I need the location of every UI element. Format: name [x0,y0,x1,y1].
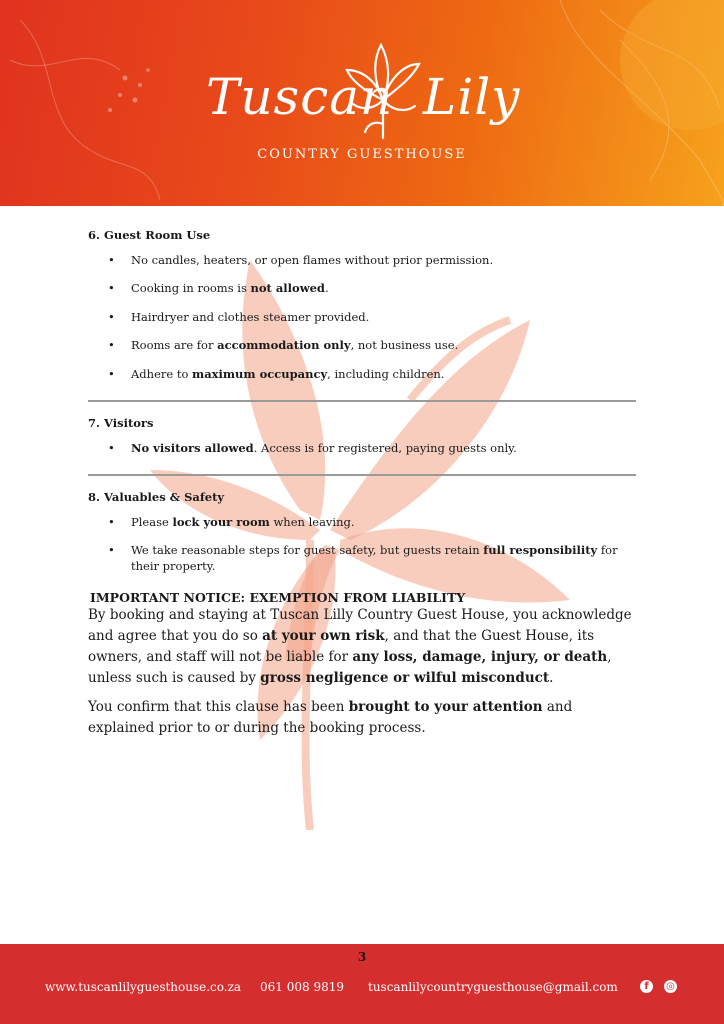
footer-bar [0,944,724,1024]
header-banner [0,0,724,206]
list-item: • Adhere to maximum occupancy, including children. [108,366,445,381]
visitors-list [88,440,636,456]
brand-name-lily: Lily [423,68,521,126]
valuables-list [88,514,636,574]
brand-tagline: COUNTRY GUESTHOUSE [257,147,467,162]
guest-room-list [88,252,636,382]
section-title-visitors: 7. Visitors [88,415,154,430]
list-item: • No candles, heaters, or open flames without prior permission. [108,253,494,267]
list-item: • No visitors allowed. Access is for registered, paying guests only. [108,440,517,455]
facebook-icon[interactable]: f [640,980,653,993]
section-title-valuables: 8. Valuables & Safety [88,489,225,504]
page-number: 3 [357,950,367,964]
list-item: • We take reasonable steps for guest safety, but guests retain full responsibility for their property. [108,542,618,573]
email-link[interactable]: tuscanlilycountryguesthouse@gmail.com [368,980,618,994]
confirmation-paragraph: You confirm that this clause has been brought to your attention and explained prior to or during the booking process. [88,698,573,736]
section-divider [88,400,636,402]
list-item: • Rooms are for accommodation only, not business use. [108,338,459,353]
list-item: • Cooking in rooms is not allowed. [108,281,329,296]
website-link[interactable]: www.tuscanlilyguesthouse.co.za [45,980,242,994]
brand-name-tuscan: Tuscan [206,68,394,126]
phone-number[interactable]: 061 008 9819 [260,980,344,994]
section-divider [88,474,636,476]
list-item: • Please lock your room when leaving. [108,514,355,529]
instagram-icon[interactable]: ◎ [664,980,677,993]
liability-paragraph: By booking and staying at Tuscan Lilly Country Guest House, you acknowledge and agree that you do so at your own risk, and that the Guest House, its owners, and staff will not be liable for any loss, damage, injury, or death, unless such is caused by gross negligence or wilful misconduct. [88,606,632,686]
notice-title: IMPORTANT NOTICE: EXEMPTION FROM LIABILITY [90,589,466,605]
section-title-guest-room: 6. Guest Room Use [88,228,211,242]
list-item: • Hairdryer and clothes steamer provided. [108,309,370,324]
document-body [88,228,636,747]
